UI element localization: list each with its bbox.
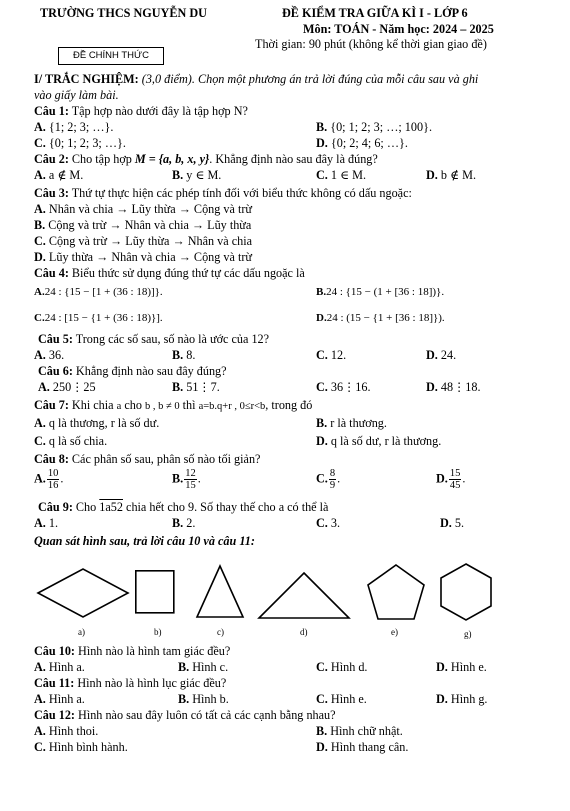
- section-instruction: Chọn một phương án trả lời đúng của mỗi câu sau và ghi: [197, 72, 479, 86]
- q8-option-b: B. $\frac{12}{15}$ .: [172, 468, 201, 491]
- q11-option-d: D. Hình g.: [436, 692, 488, 706]
- q1-option-c: C. {0; 1; 2; 3; …}.: [34, 136, 126, 150]
- q2-option-c: C. 1 ∈ M.: [316, 168, 366, 182]
- question-8: Câu 8: Các phân số sau, phân số nào tối giản?: [34, 452, 261, 466]
- section-title-line: [34, 72, 478, 87]
- q3-option-c: C. Cộng và trừ → Lũy thừa → Nhân và chia: [34, 234, 252, 248]
- q10-option-c: C. Hình d.: [316, 660, 368, 674]
- shape-label-g: g): [464, 629, 472, 639]
- shape-label-b: b): [154, 627, 162, 637]
- school-name: TRƯỜNG THCS NGUYỄN DU: [40, 6, 207, 20]
- question-11: Câu 11: Hình nào là hình lục giác đều?: [34, 676, 227, 690]
- q10-option-d: D. Hình e.: [436, 660, 487, 674]
- q7-option-a: A. q là thương, r là số dư.: [34, 416, 160, 430]
- q10-option-a: A. Hình a.: [34, 660, 85, 674]
- q5-option-b: B. 8.: [172, 348, 196, 362]
- shape-label-e: e): [391, 627, 398, 637]
- pentagon-shape-e: [366, 564, 426, 620]
- q4-option-b: B.24 : {15 − (1 + [36 : 18])}.: [316, 286, 445, 298]
- q2-option-a: A. a ∉ M.: [34, 168, 84, 182]
- q7-option-b: B. r là thương.: [316, 416, 387, 430]
- q9-option-d: D. 5.: [440, 516, 465, 530]
- figure-instruction: Quan sát hình sau, trả lời câu 10 và câu 11:: [34, 534, 255, 548]
- q4-option-c: C.24 : [15 − {1 + (36 : 18)}].: [34, 312, 163, 324]
- question-1: [34, 104, 248, 119]
- q5-option-c: C. 12.: [316, 348, 347, 362]
- exam-title: ĐỀ KIỂM TRA GIỮA KÌ I - LỚP 6: [282, 6, 468, 20]
- q9-option-b: B. 2.: [172, 516, 196, 530]
- square-shape-b: [135, 570, 175, 614]
- exam-time: Thời gian: 90 phút (không kể thời gian giao đề): [255, 37, 487, 51]
- rhombus-shape-a: [38, 569, 128, 617]
- q5-option-d: D. 24.: [426, 348, 457, 362]
- question-text: Tập hợp nào dưới đây là tập hợp N?: [71, 104, 248, 118]
- q8-option-c: C. $\frac{8}{9}$ .: [316, 468, 341, 491]
- q9-option-c: C. 3.: [316, 516, 341, 530]
- section-title: I/ TRẮC NGHIỆM:: [34, 72, 139, 86]
- triangle-shape-d: [258, 573, 350, 619]
- q6-option-b: B. 51⋮7.: [172, 380, 220, 394]
- shape-label-c: c): [217, 627, 224, 637]
- q9-option-a: A. 1.: [34, 516, 59, 530]
- question-9: Câu 9: Cho 1a52 chia hết cho 9. Số thay thế cho a có thể là: [38, 500, 329, 514]
- question-2: Câu 2: Cho tập hợp M = {a, b, x, y}. Khẳng định nào sau đây là đúng?: [34, 152, 378, 166]
- official-badge: ĐỀ CHÍNH THỨC: [58, 47, 164, 65]
- section-points: (3,0 điểm).: [141, 72, 195, 86]
- q3-option-b: B. Cộng và trừ → Nhân và chia → Lũy thừa: [34, 218, 252, 232]
- q12-option-a: A. Hình thoi.: [34, 724, 99, 738]
- q10-option-b: B. Hình c.: [178, 660, 229, 674]
- q6-option-a: A. 250⋮25: [38, 380, 96, 394]
- exam-subject: Môn: TOÁN - Năm học: 2024 – 2025: [303, 22, 494, 36]
- question-5: Câu 5: Trong các số sau, số nào là ước của 12?: [38, 332, 270, 346]
- q7-option-d: D. q là số dư, r là thương.: [316, 434, 442, 448]
- q8-option-a: A. $\frac{10}{16}$ .: [34, 468, 64, 491]
- q4-option-a: A.24 : {15 − [1 + (36 : 18)]}.: [34, 286, 163, 298]
- question-7: Câu 7: Khi chia a cho b , b ≠ 0 thì a=b.q+r , 0≤r<b, trong đó: [34, 398, 313, 412]
- question-3: Câu 3: Thứ tự thực hiện các phép tính đối với biểu thức không có dấu ngoặc:: [34, 186, 412, 200]
- triangle-shape-c: [196, 566, 244, 618]
- section-instruction-cont: vào giấy làm bài.: [34, 88, 119, 102]
- q8-option-d: D. $\frac{15}{45}$ .: [436, 468, 466, 491]
- q12-option-b: B. Hình chữ nhật.: [316, 724, 403, 738]
- q6-option-c: C. 36⋮16.: [316, 380, 371, 394]
- q11-option-b: B. Hình b.: [178, 692, 229, 706]
- set-m: M = {a, b, x, y}: [134, 152, 210, 166]
- q11-option-a: A. Hình a.: [34, 692, 85, 706]
- number-overline: 1a52: [99, 500, 123, 514]
- shape-label-d: d): [300, 627, 308, 637]
- question-12: Câu 12: Hình nào sau đây luôn có tất cả các cạnh bằng nhau?: [34, 708, 336, 722]
- q1-option-a: A. {1; 2; 3; …}.: [34, 120, 114, 134]
- q12-option-c: C. Hình bình hành.: [34, 740, 128, 754]
- q11-option-c: C. Hình e.: [316, 692, 367, 706]
- q7-option-c: C. q là số chia.: [34, 434, 108, 448]
- question-10: Câu 10: Hình nào là hình tam giác đều?: [34, 644, 231, 658]
- q4-option-d: D.24 : (15 − {1 + [36 : 18]}).: [316, 312, 445, 324]
- q1-option-b: B. {0; 1; 2; 3; …; 100}.: [316, 120, 432, 134]
- q5-option-a: A. 36.: [34, 348, 65, 362]
- question-label: Câu 1:: [34, 104, 69, 118]
- shape-label-a: a): [78, 627, 85, 637]
- hexagon-shape-g: [440, 563, 492, 621]
- question-4: Câu 4: Biểu thức sử dụng đúng thứ tự các dấu ngoặc là: [34, 266, 305, 280]
- q2-option-b: B. y ∈ M.: [172, 168, 222, 182]
- q12-option-d: D. Hình thang cân.: [316, 740, 409, 754]
- q1-option-d: D. {0; 2; 4; 6; …}.: [316, 136, 408, 150]
- q3-option-d: D. Lũy thừa → Nhân và chia → Cộng và trừ: [34, 250, 252, 264]
- q3-option-a: A. Nhân và chia → Lũy thừa → Cộng và trừ: [34, 202, 252, 216]
- question-6: Câu 6: Khẳng định nào sau đây đúng?: [38, 364, 227, 378]
- q6-option-d: D. 48⋮18.: [426, 380, 481, 394]
- q2-option-d: D. b ∉ M.: [426, 168, 476, 182]
